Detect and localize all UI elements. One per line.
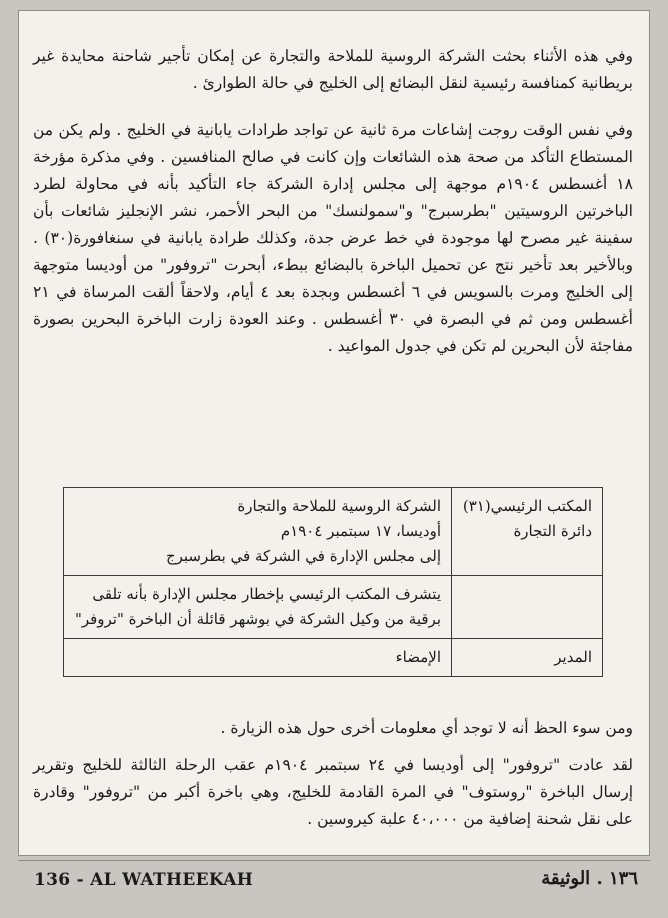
memo-office-cell <box>452 488 603 576</box>
footer-rule <box>18 860 650 861</box>
paragraph-1: وفي هذه الأثناء بحثت الشركة الروسية للملاحة والتجارة عن إمكان تأجير شاحنة محايدة غير بريطانية كمنافسة رئيسية لنقل البضائع إلى الخليج في حالة الطوارئ . <box>33 47 633 92</box>
memo-body: يتشرف المكتب الرئيسي بإخطار مجلس الإدارة بأنه تلقى برقية من وكيل الشركة في بوشهر قائلة أن الباخرة "تروفر" <box>64 576 452 639</box>
memo-header-cell <box>64 488 452 576</box>
memo-company: الشركة الروسية للملاحة والتجارة <box>237 497 441 515</box>
memo-department-label: دائرة التجارة <box>513 522 592 540</box>
memo-signature: الإمضاء <box>64 639 452 677</box>
page-footer <box>0 860 668 908</box>
memo-director-label: المدير <box>452 639 603 677</box>
memo-addressee: إلى مجلس الإدارة في الشركة في بطرسبرج <box>165 547 441 565</box>
article-body <box>33 43 633 360</box>
memo-empty-cell <box>452 576 603 639</box>
paragraph-4: لقد عادت "تروفور" إلى أوديسا في ٢٤ سبتمبر ١٩٠٤م عقب الرحلة الثالثة للخليج وتقرير إرسال الباخرة "روستوف" في المرة القادمة للخليج، وهي باخرة أكبر من "تروفور" وقادرة على نقل شحنة إضافية من ٤٠،٠٠٠ علبة كيروسين . <box>33 756 634 828</box>
memo-table <box>63 487 603 677</box>
paragraph-2: وفي نفس الوقت روجت إشاعات مرة ثانية عن تواجد طرادات يابانية في الخليج . ولم يكن من المستطاع التأكد من صحة هذه الشائعات وإن كانت في صالح المنافسين . وفي مذكرة مؤرخة ١٨ أغسطس ١٩٠٤م موجهة إلى مجلس إدارة الشركة جاء التأكيد بأنه في محاولة لطرد الباخرتين الروسيتين "بطرسبرج" و"سمولنسك" من البحر الأحمر، نشر الإنجليز شائعات بأن سفينة غير مصرح لها موجودة في خط عرض جدة، وكذلك طرادة يابانية في سنغافورة(٣٠) . وبالأخير بعد تأخير نتج عن تحميل الباخرة بالبضائع ببطء، أبحرت "تروفور" من أوديسا متوجهة إلى الخليج ومرت بالسويس في ٦ أغسطس وبجدة بعد ٤ أيام، ولاحقاً ألقت المرساة في ٢١ أغسطس ومن ثم في البصرة في ٣٠ أغسطس . وعند العودة زارت الباخرة البحرين بصورة مفاجئة لأن البحرين لم تكن في جدول المواعيد . <box>33 121 634 355</box>
footer-page-label-arabic: ١٣٦ . الوثيقة <box>541 868 638 889</box>
document-page <box>18 10 650 856</box>
memo-office-label: المكتب الرئيسي(٣١) <box>462 497 592 515</box>
footer-page-label: 136 - AL WATHEEKAH <box>34 870 254 890</box>
paragraph-3: ومن سوء الحظ أنه لا توجد أي معلومات أخرى حول هذه الزيارة . <box>220 719 633 737</box>
after-memo-text <box>33 715 633 833</box>
memo-place-date: أوديسا، ١٧ سبتمبر ١٩٠٤م <box>280 522 441 540</box>
